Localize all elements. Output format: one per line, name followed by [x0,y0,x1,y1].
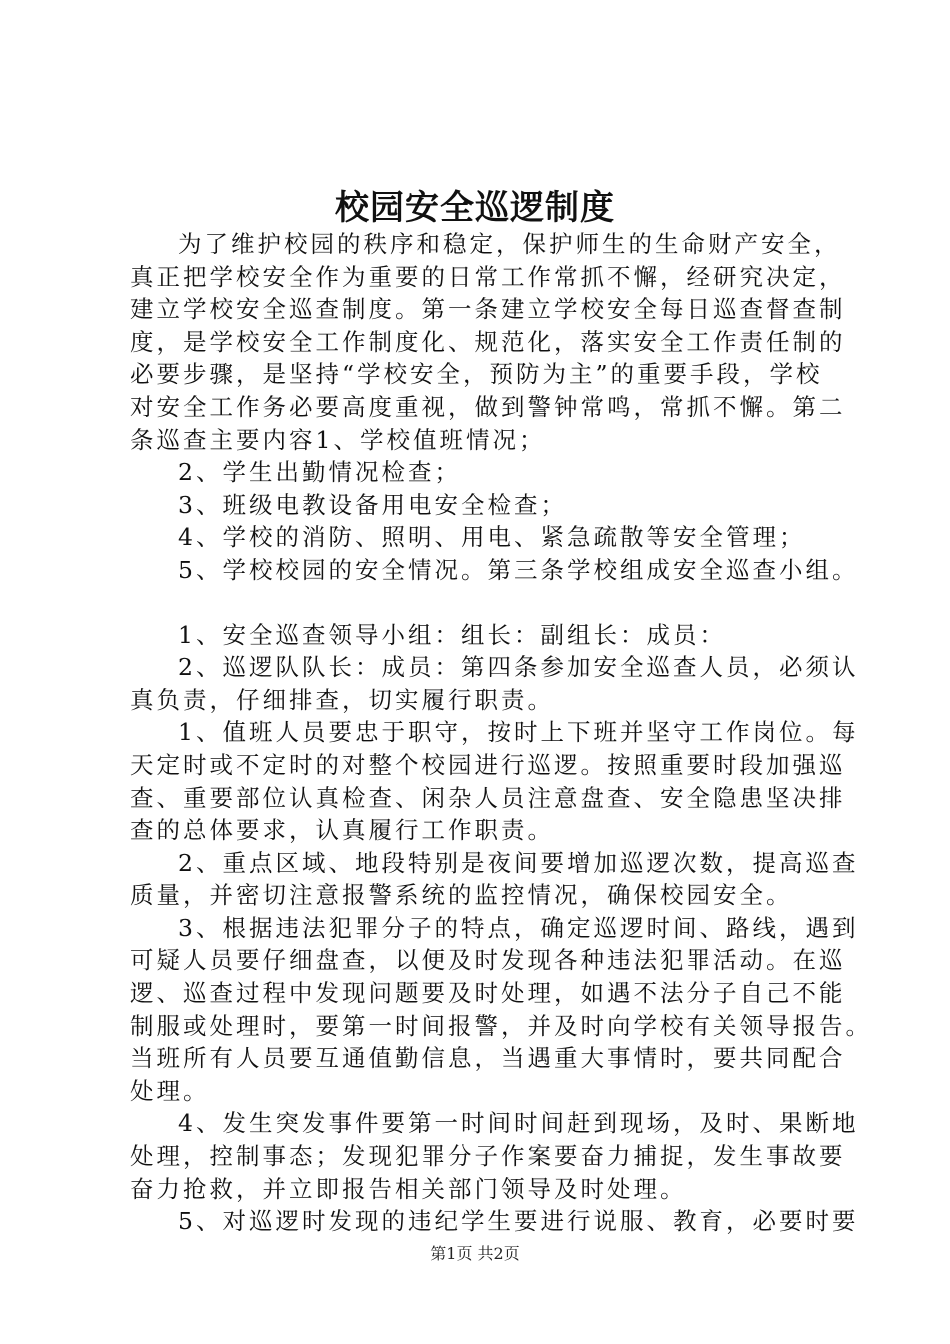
body-line: 必要步骤，是坚持“学校安全，预防为主”的重要手段，学校 [130,360,823,389]
body-line: 4、发生突发事件要第一时间时间赶到现场，及时、果断地 [178,1109,859,1138]
body-line: 3、根据违法犯罪分子的特点，确定巡逻时间、路线，遇到 [178,913,859,942]
body-line: 1、值班人员要忠于职守，按时上下班并坚守工作岗位。每 [178,718,859,747]
body-line: 奋力抢救，并立即报告相关部门领导及时处理。 [130,1174,687,1203]
body-line: 当班所有人员要互通值勤信息，当遇重大事情时，要共同配合 [130,1044,846,1073]
document-title: 校园安全巡逻制度 [335,188,615,228]
body-line: 2、巡逻队队长：成员：第四条参加安全巡查人员，必须认 [178,653,859,682]
body-line: 可疑人员要仔细盘查，以便及时发现各种违法犯罪活动。在巡 [130,946,846,975]
body-line: 3、班级电教设备用电安全检查； [178,490,567,519]
body-line: 1、安全巡查领导小组：组长：副组长：成员： [178,620,726,649]
body-line: 条巡查主要内容1、学校值班情况； [130,425,546,454]
body-line: 2、重点区域、地段特别是夜间要增加巡逻次数，提高巡查 [178,848,859,877]
page-number-footer: 第1页 共2页 [430,1244,520,1263]
body-line: 查的总体要求，认真履行工作职责。 [130,816,554,845]
body-line: 对安全工作务必要高度重视，做到警钟常鸣，常抓不懈。第二 [130,392,846,421]
body-line: 制服或处理时，要第一时间报警，并及时向学校有关领导报告。 [130,1011,872,1040]
paragraph-gap [130,587,845,619]
body-line: 处理。 [130,1076,210,1105]
body-line: 5、对巡逻时发现的违纪学生要进行说服、教育，必要时要 [178,1207,859,1236]
body-line: 天定时或不定时的对整个校园进行巡逻。按照重要时段加强巡 [130,750,846,779]
body-line: 为了维护校园的秩序和稳定，保护师生的生命财产安全， [178,230,841,258]
body-line: 真负责，仔细排查，切实履行职责。 [130,685,554,714]
body-line: 4、学校的消防、照明、用电、紧急疏散等安全管理； [178,523,806,552]
body-line: 建立学校安全巡查制度。第一条建立学校安全每日巡查督查制 [130,295,846,324]
body-line: 5、学校校园的安全情况。第三条学校组成安全巡查小组。 [178,555,859,584]
body-line: 度，是学校安全工作制度化、规范化，落实安全工作责任制的 [130,327,846,356]
body-line: 处理，控制事态；发现犯罪分子作案要奋力捕捉，发生事故要 [130,1142,846,1171]
body-line: 质量，并密切注意报警系统的监控情况，确保校园安全。 [130,881,793,910]
body-line: 查、重要部位认真检查、闲杂人员注意盘查、安全隐患坚决排 [130,783,846,812]
body-line: 真正把学校安全作为重要的日常工作常抓不懈，经研究决定， [130,262,846,291]
body-line: 2、学生出勤情况检查； [178,458,461,487]
document-body [130,228,872,1238]
body-line: 逻、巡查过程中发现问题要及时处理，如遇不法分子自己不能 [130,979,846,1008]
